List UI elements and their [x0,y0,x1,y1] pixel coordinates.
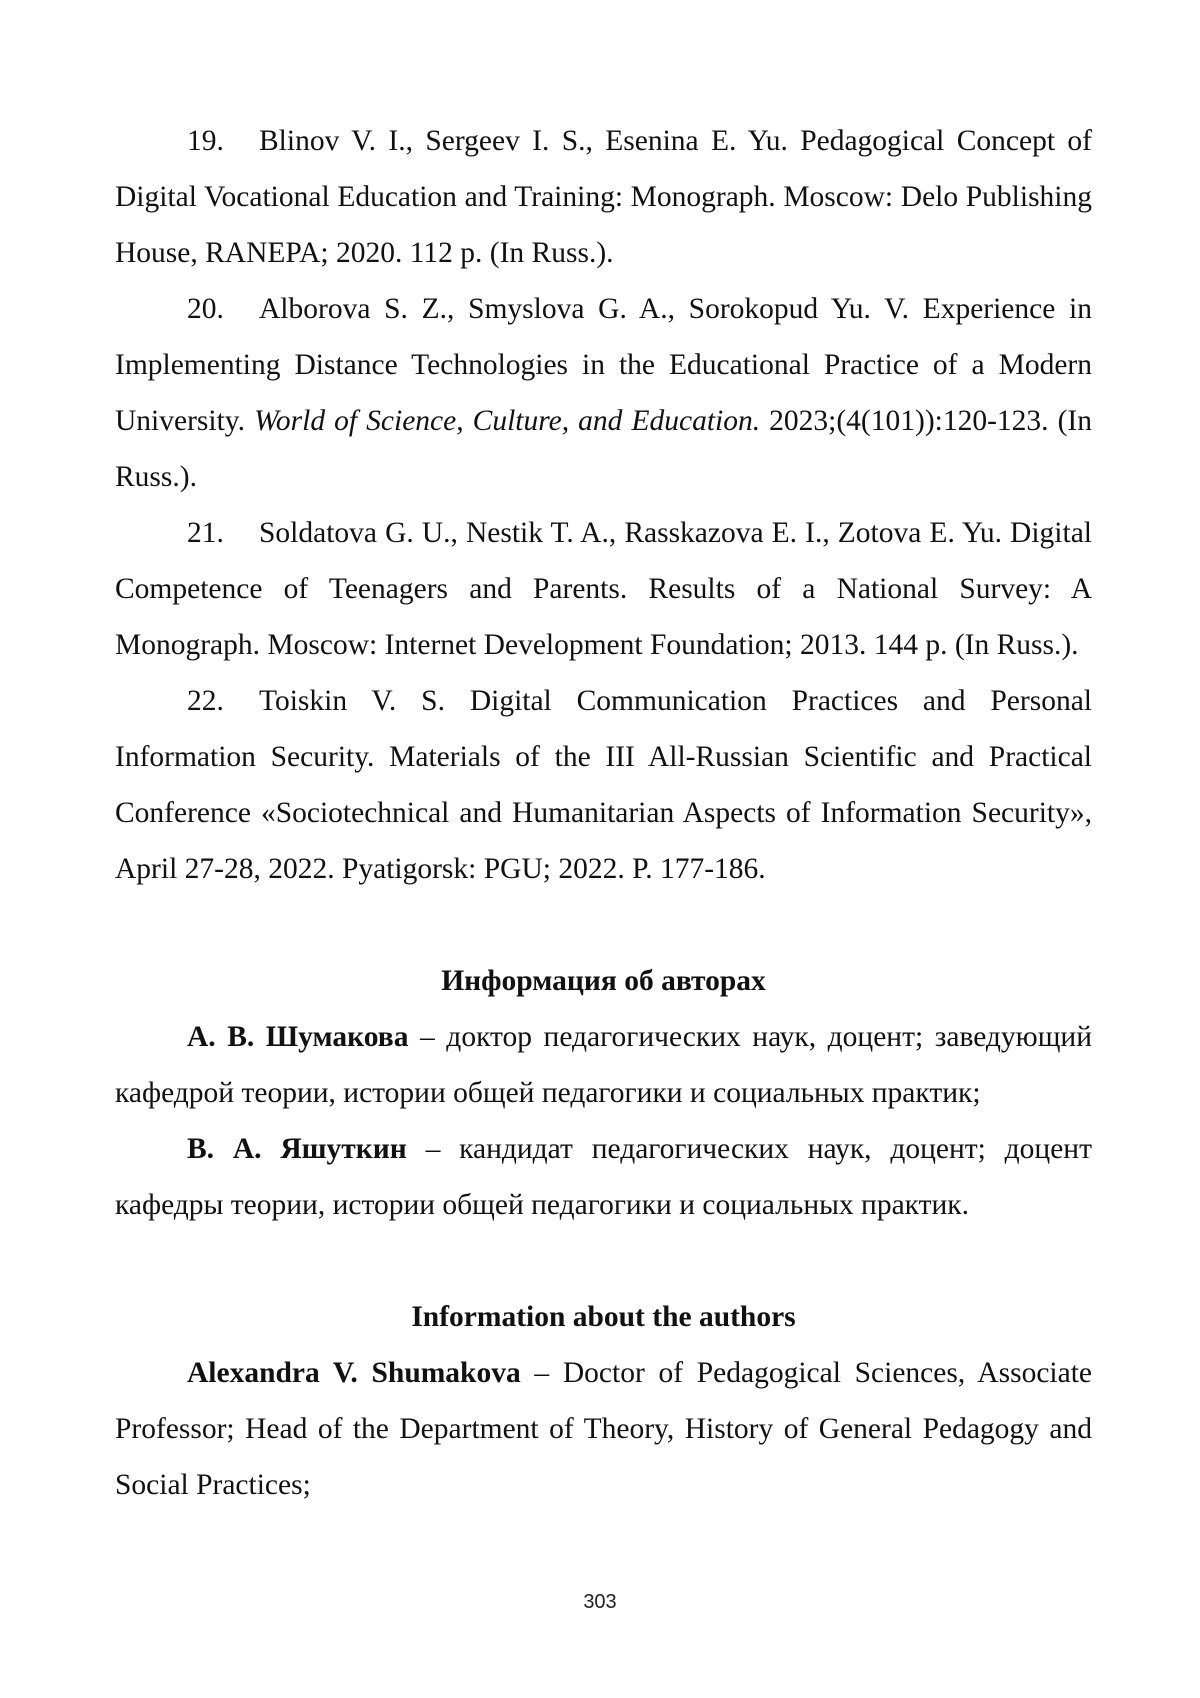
author-name: А. В. Шумакова [187,1021,409,1053]
authors-heading-ru: Информация об авторах [441,965,766,997]
reference-number: 19. [187,125,224,157]
reference-19 [115,113,1092,281]
spacer [115,897,1092,953]
reference-number: 22. [187,685,224,717]
reference-text: Soldatova G. U., Nestik T. A., Rasskazova E. I., Zotova E. Yu. Digital Competence of Teenagers and Parents. Results of a National Survey: A Monograph. Moscow: Internet Development Foundation; 2013. 144 p. (In Russ.). [115,517,1092,661]
reference-number: 20. [187,293,224,325]
reference-journal-title: World of Science, Culture, and Education. [254,405,761,437]
reference-number: 21. [187,517,224,549]
author-description: – Doctor of Pedagogical Sciences, Associate Professor; Head of the Department of Theory, History of General Pedagogy and Social Practices; [115,1357,1092,1501]
author-name: Alexandra V. Shumakova [187,1357,521,1389]
reference-text: Alborova S. Z., Smyslova G. A., Sorokopud Yu. V. Experience in Implementing Distance Technologies in the Educational Practice of a Modern University. [115,293,1092,437]
author-entry-ru-2 [115,1121,1092,1233]
author-description: – кандидат педагогических наук, доцент; доцент кафедры теории, истории общей педагогики и социальных практик. [115,1133,1092,1221]
authors-heading-en: Information about the authors [411,1301,796,1333]
reference-text: Toiskin V. S. Digital Communication Practices and Personal Information Security. Materials of the III All-Russian Scientific and Practical Conference «Sociotechnical and Humanitarian Aspects of Information Security», April 27-28, 2022. Pyatigorsk: PGU; 2022. P. 177-186. [115,685,1092,885]
page-content [115,113,1092,1513]
reference-text-tail: 2023;(4(101)):120-123. (In Russ.). [115,405,1092,493]
reference-20 [115,281,1092,505]
page-number: 303 [583,1591,617,1613]
author-entry-ru-1 [115,1009,1092,1121]
author-entry-en-1 [115,1345,1092,1513]
reference-21 [115,505,1092,673]
reference-22 [115,673,1092,897]
author-name: В. А. Яшуткин [187,1133,407,1165]
author-description: – доктор педагогических наук, доцент; заведующий кафедрой теории, истории общей педагогики и социальных практик; [115,1021,1092,1109]
spacer [115,1233,1092,1289]
reference-text: Blinov V. I., Sergeev I. S., Esenina E. Yu. Pedagogical Concept of Digital Vocational Education and Training: Monograph. Moscow: Delo Publishing House, RANEPA; 2020. 112 p. (In Russ.). [115,125,1092,269]
